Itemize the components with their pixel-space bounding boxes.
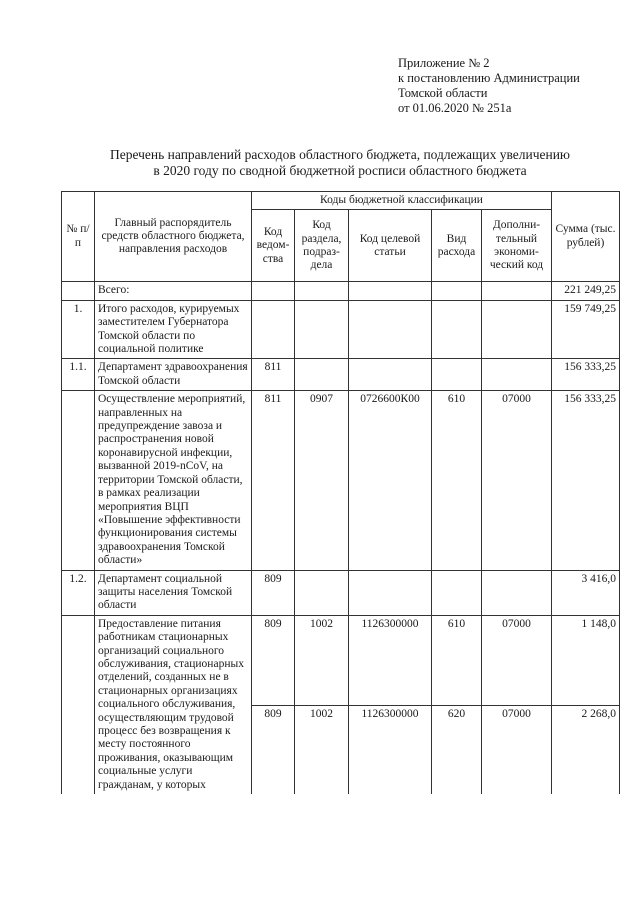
document-title [60,147,620,179]
row-num [62,615,95,794]
row-extra: 07000 [482,706,552,794]
header-num: № п/п [62,192,95,282]
row-section [295,570,349,615]
header-codes-group: Коды бюджетной классификации [252,192,552,210]
header-extra: Дополни-тельный экономи-ческий код [482,210,552,282]
table-row [62,615,620,706]
row-text: Департамент здравоохранения Томской области [95,359,252,391]
total-label: Всего: [95,282,252,300]
row-text: Департамент социальной защиты населения Томской области [95,570,252,615]
row-num [62,391,95,570]
row-target: 1126300000 [349,615,432,706]
row-sum: 156 333,25 [552,391,620,570]
row-type [432,570,482,615]
title-line-1: Перечень направлений расходов областного бюджета, подлежащих увеличению [109,147,571,162]
row-type [432,300,482,359]
appendix-line: от 01.06.2020 № 251а [398,101,512,115]
row-dept: 811 [252,391,295,570]
row-sum: 3 416,0 [552,570,620,615]
row-type: 610 [432,391,482,570]
row-dept: 809 [252,615,295,706]
row-num: 1.1. [62,359,95,391]
row-type [432,359,482,391]
header-sum: Сумма (тыс. рублей) [552,192,620,282]
row-sum: 159 749,25 [552,300,620,359]
row-target: 1126300000 [349,706,432,794]
row-type: 620 [432,706,482,794]
appendix-line: Томской области [398,86,488,100]
table-row [62,570,620,615]
row-num: 1. [62,300,95,359]
row-dept [252,300,295,359]
row-text: Предоставление питания работникам стационарных организаций социального обслуживания, стационарных отделений, созданных не в стационарных организациях социального обслуживания, осуществляющим трудовой процесс без возвращения к месту постоянного проживания, оказывающим социальные услуги гражданам, у которых [95,615,252,794]
table-row [62,359,620,391]
row-extra: 07000 [482,391,552,570]
header-dept: Код ведом-ства [252,210,295,282]
row-section: 0907 [295,391,349,570]
header-manager: Главный распорядитель средств областного бюджета, направления расходов [95,192,252,282]
title-line-2: в 2020 году по сводной бюджетной росписи областного бюджета [153,163,527,178]
row-sum: 2 268,0 [552,706,620,794]
row-target [349,300,432,359]
row-extra: 07000 [482,615,552,706]
total-sum: 221 249,25 [552,282,620,300]
row-target: 0726600К00 [349,391,432,570]
table-row [62,300,620,359]
row-dept: 809 [252,706,295,794]
row-num: 1.2. [62,570,95,615]
appendix-block [398,56,580,116]
total-row [62,282,620,300]
row-section [295,300,349,359]
row-sum: 156 333,25 [552,359,620,391]
row-section [295,359,349,391]
header-section: Код раздела, подраз-дела [295,210,349,282]
row-text: Итого расходов, курируемых заместителем Губернатора Томской области по социальной политике [95,300,252,359]
row-target [349,570,432,615]
appendix-line: к постановлению Администрации [398,71,580,85]
row-target [349,359,432,391]
row-sum: 1 148,0 [552,615,620,706]
appendix-line: Приложение № 2 [398,56,490,70]
row-text: Осуществление мероприятий, направленных на предупреждение завоза и распространения новой коронавирусной инфекции, вызванной 2019-nCoV, на территории Томской области, в рамках реализации мероприятия ВЦП «Повышение эффективности функционирования системы здравоохранения Томской области» [95,391,252,570]
budget-table [61,191,620,794]
row-extra [482,300,552,359]
row-type: 610 [432,615,482,706]
row-dept: 809 [252,570,295,615]
row-dept: 811 [252,359,295,391]
row-extra [482,570,552,615]
row-extra [482,359,552,391]
row-section: 1002 [295,615,349,706]
table-row [62,391,620,570]
row-section: 1002 [295,706,349,794]
header-type: Вид расхода [432,210,482,282]
header-target: Код целевой статьи [349,210,432,282]
